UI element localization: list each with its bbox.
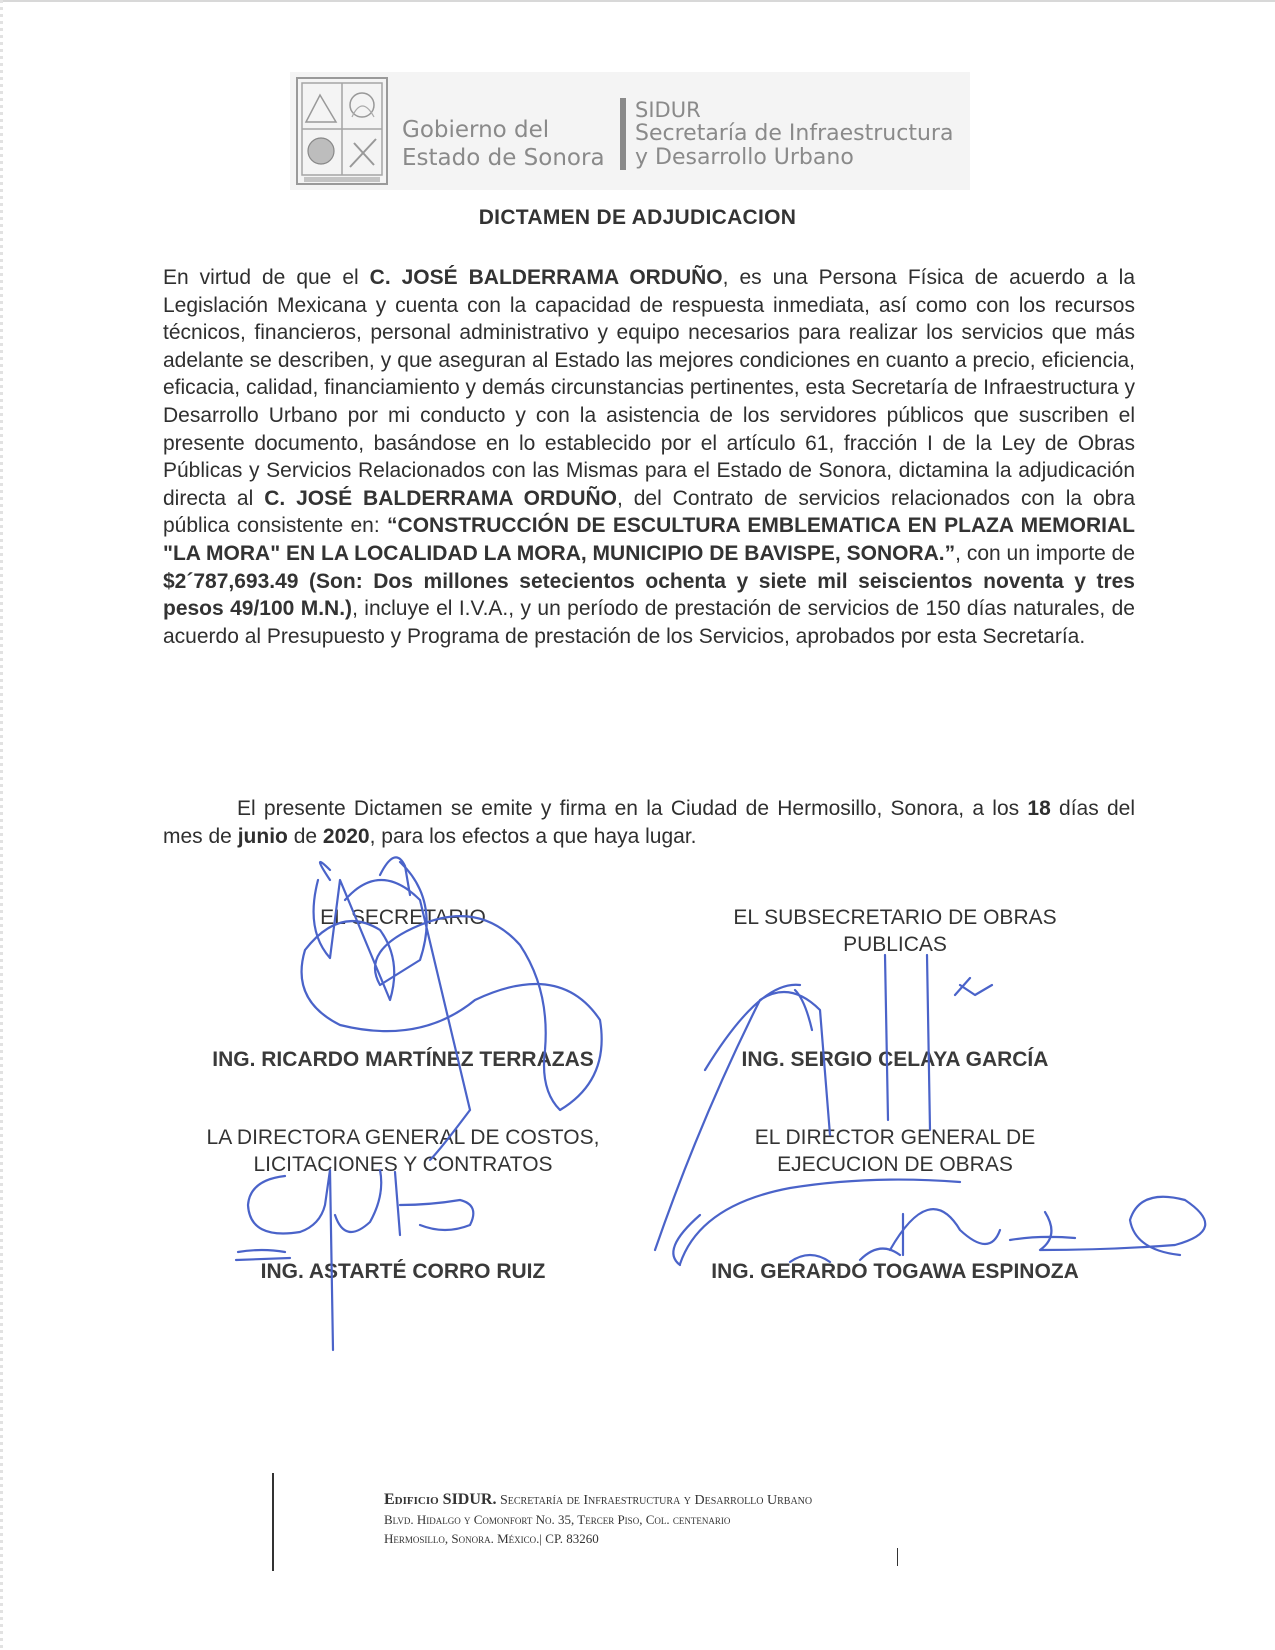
footer-divider — [272, 1473, 274, 1571]
state-seal-icon — [296, 77, 388, 185]
footer-agency: Secretaría de Infraestructura y Desarrollo Urbano — [496, 1493, 813, 1508]
project-name: “CONSTRUCCIÓN DE ESCULTURA EMBLEMATICA EN PLAZA MEMORIAL "LA MORA" EN LA LOCALIDAD LA MORA, MUNICIPIO DE BAVISPE, SONORA.” — [163, 514, 1135, 565]
agency-name — [635, 98, 953, 170]
footer-tick-mark — [897, 1548, 898, 1566]
signatory-3-name: ING. ASTARTÉ CORRO RUIZ — [260, 1260, 546, 1283]
contractor-name: C. JOSÉ BALDERRAMA ORDUÑO — [369, 266, 723, 289]
closing-day: 18 — [1027, 797, 1051, 820]
closing-text: de — [287, 824, 323, 848]
agency-line-1: Secretaría de Infraestructura — [635, 121, 954, 146]
header-divider — [620, 98, 626, 170]
footer-line-1 — [384, 1490, 944, 1510]
signatory-4-name: ING. GERARDO TOGAWA ESPINOZA — [711, 1260, 1079, 1283]
contractor-name: C. JOSÉ BALDERRAMA ORDUÑO — [264, 486, 617, 510]
government-name — [402, 116, 605, 172]
agency-line-2: y Desarrollo Urbano — [635, 145, 854, 170]
paragraph-text: , incluye el I.V.A., y un período de prestación de servicios de 150 días naturales, de acuerdo al Presupuesto y Programa de prestación de los Servicios, aprobados por esta Secretaría. — [163, 597, 1135, 648]
scan-top-edge — [0, 0, 1275, 2]
footer-building: Edificio SIDUR. — [384, 1491, 497, 1508]
closing-text: días del mes de — [163, 797, 1136, 848]
signature-subsecretary — [655, 955, 992, 1250]
gov-line-1: Gobierno del — [402, 117, 550, 143]
closing-text: , para los efectos a que haya lugar. — [369, 824, 697, 848]
title-line: EL SECRETARIO — [320, 906, 486, 929]
title-line: EL DIRECTOR GENERAL DE — [754, 1126, 1036, 1149]
closing-text: El presente Dictamen se emite y firma en la Ciudad de Hermosillo, Sonora, a los — [237, 797, 1028, 820]
footer-address — [384, 1490, 944, 1548]
letterhead — [290, 72, 970, 190]
signatory-1-title — [163, 904, 643, 931]
signatory-1-name: ING. RICARDO MARTÍNEZ TERRAZAS — [212, 1048, 594, 1071]
paragraph-text: , con un importe de — [955, 541, 1135, 565]
paragraph-text: , del Contrato de servicios relacionados con la obra pública consistente en: — [163, 486, 1136, 538]
closing-year: 2020 — [322, 824, 370, 848]
title-line: LA DIRECTORA GENERAL DE COSTOS, — [206, 1126, 600, 1149]
title-line: LICITACIONES Y CONTRATOS — [253, 1153, 553, 1176]
paragraph-text: , es una Persona Física de acuerdo a la Legislación Mexicana y cuenta con la capacidad de respuesta inmediata, así como con los recursos técnicos, financieros, personal administrativo y equipo necesarios para realizar los servicios que más adelante se describen, y que aseguran al Estado las mejores condiciones en cuanto a precio, eficiencia, eficacia, calidad, financiamiento y demás circunstancias pertinentes, esta Secretaría de Infraestructura y Desarrollo Urbano por mi conducto y con la asistencia de los servidores públicos que suscriben el presente documento, basándose en lo establecido por el artículo 61, fracción I de la Ley de Obras Públicas y Servicios Relacionados con las Mismas para el Estado de Sonora, dictamina la adjudicación directa al — [163, 266, 1135, 510]
agency-abbreviation: SIDUR — [635, 98, 701, 122]
main-paragraph — [163, 264, 1135, 650]
title-line: EJECUCION DE OBRAS — [777, 1153, 1013, 1176]
closing-month: junio — [237, 824, 288, 848]
signature-director — [680, 1180, 1205, 1264]
signatory-2-title — [655, 904, 1135, 958]
footer-line-3: Hermosillo, Sonora. México.| CP. 83260 — [384, 1531, 599, 1546]
title-line: PUBLICAS — [843, 933, 947, 956]
paragraph-text: En virtud de que el — [163, 266, 370, 289]
footer-line-2: Blvd. Hidalgo y Comonfort No. 35, Tercer Piso, Col. centenario — [384, 1512, 731, 1527]
signatory-4-title — [655, 1124, 1135, 1178]
signatory-2-name: ING. SERGIO CELAYA GARCÍA — [741, 1048, 1049, 1071]
document-title: DICTAMEN DE ADJUDICACION — [478, 206, 797, 229]
signatory-3-title — [163, 1124, 643, 1178]
scan-left-edge — [0, 0, 3, 1650]
title-line: EL SUBSECRETARIO DE OBRAS — [733, 906, 1057, 929]
gov-line-2: Estado de Sonora — [402, 145, 605, 171]
contract-amount: $2´787,693.49 (Son: Dos millones setecientos ochenta y siete mil seiscientos noventa y tres pesos 49/100 M.N.) — [163, 569, 1135, 621]
closing-paragraph — [163, 795, 1135, 850]
